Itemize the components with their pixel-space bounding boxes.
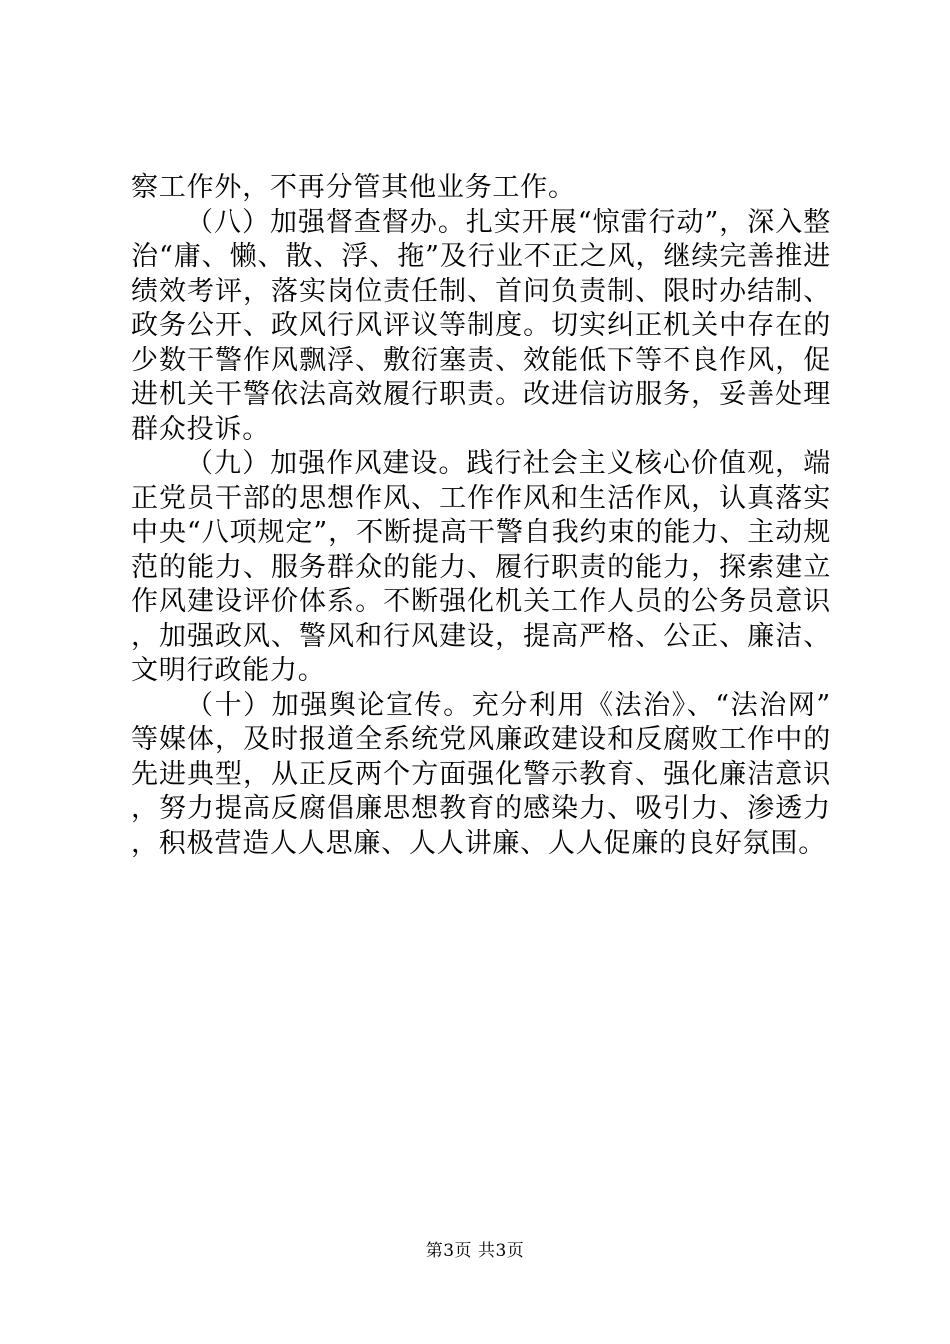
paragraph-item-8: （八）加强督查督办。扎实开展“惊雷行动”，深入整治“庸、懒、散、浮、拖”及行业不正之风，继续完善推进绩效考评，落实岗位责任制、首问负责制、限时办结制、政务公开、政风行风评议等制度。切实纠正机关中存在的少数干警作风飘浮、敷衍塞责、效能低下等不良作风，促进机关干警依法高效履行职责。改进信访服务，妥善处理群众投诉。 [131, 206, 831, 445]
paragraph-item-10: （十）加强舆论宣传。充分利用《法治》、“法治网”等媒体，及时报道全系统党风廉政建设和反腐败工作中的先进典型，从正反两个方面强化警示教育、强化廉洁意识，努力提高反腐倡廉思想教育的感染力、吸引力、渗透力，积极营造人人思廉、人人讲廉、人人促廉的良好氛围。 [131, 689, 831, 859]
paragraph-item-9: （九）加强作风建设。践行社会主义核心价值观，端正党员干部的思想作风、工作作风和生活作风，认真落实中央“八项规定”，不断提高干警自我约束的能力、主动规范的能力、服务群众的能力、履行职责的能力，探索建立作风建设评价体系。不断强化机关工作人员的公务员意识，加强政风、警风和行风建设，提高严格、公正、廉洁、文明行政能力。 [131, 448, 831, 686]
document-body [131, 171, 831, 861]
page-number-footer: 第3页 共3页 [425, 1241, 525, 1261]
paragraph-continuation: 察工作外，不再分管其他业务工作。 [131, 172, 576, 203]
